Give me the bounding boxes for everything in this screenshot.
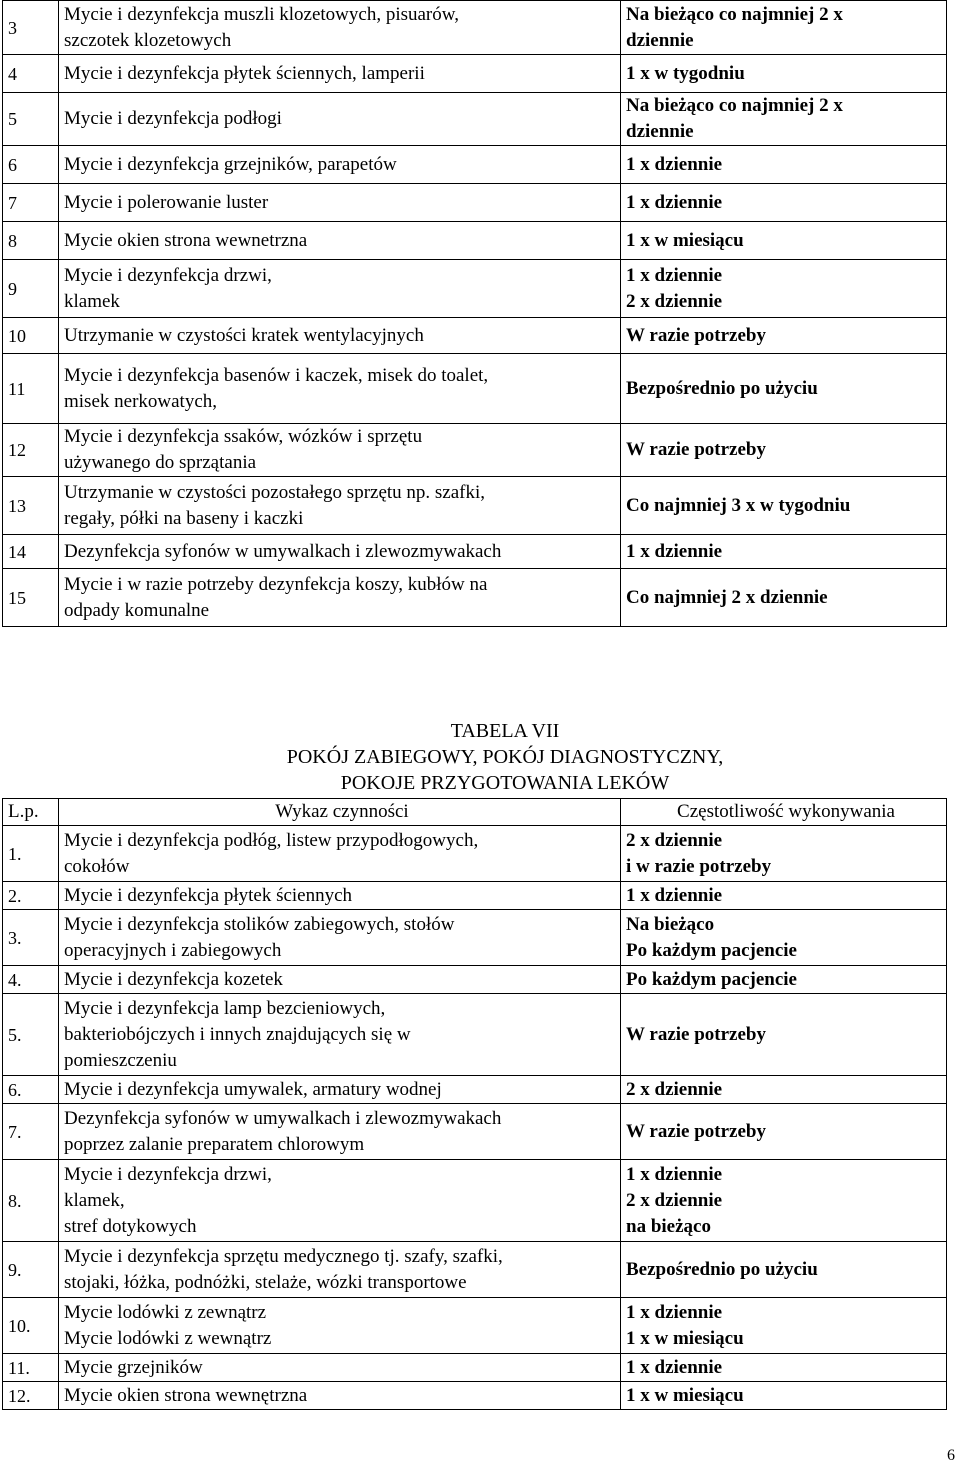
row-number: 5. [3, 994, 59, 1076]
frequency-cell [621, 260, 947, 318]
frequency-text: 1 x w miesiącu [626, 1327, 744, 1349]
task-text: cokołów [64, 855, 130, 877]
table-row [3, 318, 947, 354]
row-number: 4. [3, 966, 59, 994]
task-cell [59, 1076, 621, 1104]
table-row [3, 354, 947, 424]
frequency-cell [621, 1298, 947, 1354]
task-text: poprzez zalanie preparatem chlorowym [64, 1133, 365, 1155]
table-row [3, 1, 947, 55]
table-row [3, 535, 947, 569]
frequency-text: Co najmniej 2 x dziennie [626, 586, 828, 608]
frequency-cell [621, 910, 947, 966]
task-text: Utrzymanie w czystości kratek wentylacyjnych [64, 324, 424, 346]
task-cell [59, 910, 621, 966]
task-text: Mycie i polerowanie luster [64, 191, 269, 213]
frequency-text: W razie potrzeby [626, 324, 766, 346]
task-cell [59, 994, 621, 1076]
frequency-cell [621, 882, 947, 910]
task-cell [59, 535, 621, 569]
table-row [3, 882, 947, 910]
task-cell [59, 1104, 621, 1160]
task-text: pomieszczeniu [64, 1049, 177, 1071]
header-lp: L.p. [3, 799, 59, 826]
task-text: bakteriobójczych i innych znajdujących się w [64, 1023, 411, 1045]
row-number: 8. [3, 1160, 59, 1242]
task-cell [59, 826, 621, 882]
frequency-text: i w razie potrzeby [626, 855, 772, 877]
frequency-text: 1 x dziennie [626, 1163, 723, 1185]
frequency-cell [621, 535, 947, 569]
task-text: Mycie i dezynfekcja umywalek, armatury wodnej [64, 1078, 442, 1100]
table-row [3, 1160, 947, 1242]
table-row [3, 184, 947, 222]
task-text: stojaki, łóżka, podnóżki, stelaże, wózki transportowe [64, 1271, 467, 1293]
table-row [3, 222, 947, 260]
task-text: klamek [64, 290, 120, 312]
row-number: 12. [3, 1382, 59, 1410]
table-row [3, 1354, 947, 1382]
table-title-line: POKOJE PRZYGOTOWANIA LEKÓW [340, 772, 670, 794]
frequency-text: 2 x dziennie [626, 1189, 723, 1211]
frequency-cell [621, 1242, 947, 1298]
cleaning-table-vii [2, 798, 947, 1410]
frequency-text: Co najmniej 3 x w tygodniu [626, 494, 851, 516]
task-text: Utrzymanie w czystości pozostałego sprzętu np. szafki, [64, 481, 486, 503]
table-header-row [3, 799, 947, 826]
table-row [3, 477, 947, 535]
table-row [3, 260, 947, 318]
frequency-text: Na bieżąco co najmniej 2 x [626, 95, 843, 116]
task-text: Mycie grzejników [64, 1356, 203, 1378]
task-text: odpady komunalne [64, 599, 210, 621]
task-text: Dezynfekcja syfonów w umywalkach i zlewozmywakach [64, 1107, 502, 1129]
row-number: 7. [3, 1104, 59, 1160]
row-number: 9 [3, 260, 59, 318]
row-number: 6. [3, 1076, 59, 1104]
task-cell [59, 1298, 621, 1354]
task-text: Mycie i dezynfekcja płytek ściennych [64, 884, 353, 906]
row-number: 6 [3, 146, 59, 184]
task-cell [59, 354, 621, 424]
row-number: 1. [3, 826, 59, 882]
task-text: Mycie i dezynfekcja basenów i kaczek, misek do toalet, [64, 364, 489, 386]
frequency-cell [621, 966, 947, 994]
frequency-text: Po każdym pacjencie [626, 939, 797, 961]
frequency-text: na bieżąco [626, 1215, 711, 1237]
task-text: Mycie i dezynfekcja grzejników, parapetów [64, 153, 397, 175]
frequency-text: 1 x w miesiącu [626, 229, 744, 251]
task-text: Mycie lodówki z zewnątrz [64, 1301, 267, 1323]
task-text: Mycie lodówki z wewnątrz [64, 1327, 272, 1349]
frequency-text: 1 x dziennie [626, 264, 723, 286]
task-text: Mycie i dezynfekcja drzwi, [64, 264, 272, 286]
task-text: Mycie i dezynfekcja muszli klozetowych, pisuarów, [64, 3, 460, 25]
task-cell [59, 1382, 621, 1410]
row-number: 11. [3, 1354, 59, 1382]
table-row [3, 994, 947, 1076]
task-cell [59, 424, 621, 477]
table-row [3, 1104, 947, 1160]
header-frequency: Częstotliwość wykonywania [621, 799, 947, 826]
table-title-line: TABELA VII [450, 720, 560, 742]
task-cell [59, 1, 621, 55]
cleaning-table-continued [2, 0, 947, 627]
task-cell [59, 477, 621, 535]
task-text: Mycie i dezynfekcja podłogi [64, 108, 282, 129]
task-text: Dezynfekcja syfonów w umywalkach i zlewozmywakach [64, 540, 502, 562]
frequency-text: W razie potrzeby [626, 439, 766, 460]
task-text: misek nerkowatych, [64, 390, 218, 412]
task-text: stref dotykowych [64, 1215, 197, 1237]
row-number: 8 [3, 222, 59, 260]
row-number: 3 [3, 1, 59, 55]
row-number: 5 [3, 93, 59, 146]
task-cell [59, 260, 621, 318]
frequency-text: 1 x dziennie [626, 884, 723, 906]
row-number: 10. [3, 1298, 59, 1354]
row-number: 7 [3, 184, 59, 222]
frequency-text: Bezpośrednio po użyciu [626, 377, 818, 399]
frequency-text: W razie potrzeby [626, 1120, 766, 1142]
frequency-cell [621, 1, 947, 55]
task-text: Mycie i dezynfekcja stolików zabiegowych, stołów [64, 913, 455, 935]
frequency-text: W razie potrzeby [626, 1023, 766, 1045]
row-number: 2. [3, 882, 59, 910]
frequency-text: 1 x dziennie [626, 1301, 723, 1323]
frequency-cell [621, 1104, 947, 1160]
frequency-cell [621, 55, 947, 93]
task-text: Mycie i w razie potrzeby dezynfekcja koszy, kubłów na [64, 573, 488, 595]
table-body [3, 1, 947, 627]
row-number: 4 [3, 55, 59, 93]
table-row [3, 55, 947, 93]
table-row [3, 910, 947, 966]
table-row [3, 146, 947, 184]
task-cell [59, 882, 621, 910]
frequency-cell [621, 1160, 947, 1242]
frequency-cell [621, 424, 947, 477]
frequency-text: 2 x dziennie [626, 1078, 723, 1100]
task-cell [59, 146, 621, 184]
frequency-text: Na bieżąco [626, 913, 715, 935]
row-number: 3. [3, 910, 59, 966]
task-text: Mycie i dezynfekcja drzwi, [64, 1163, 272, 1185]
frequency-text: 1 x dziennie [626, 1356, 723, 1378]
frequency-text: 2 x dziennie [626, 290, 723, 312]
task-text: Mycie i dezynfekcja kozetek [64, 968, 283, 990]
frequency-cell [621, 477, 947, 535]
row-number: 14 [3, 535, 59, 569]
table-title [0, 718, 960, 796]
task-cell [59, 1354, 621, 1382]
frequency-text: 2 x dziennie [626, 829, 723, 851]
frequency-cell [621, 1354, 947, 1382]
task-cell [59, 1242, 621, 1298]
task-cell [59, 569, 621, 627]
table-title-line: POKÓJ ZABIEGOWY, POKÓJ DIAGNOSTYCZNY, [286, 746, 724, 768]
frequency-text: dziennie [626, 29, 694, 51]
task-text: używanego do sprzątania [64, 452, 257, 473]
frequency-cell [621, 1076, 947, 1104]
frequency-text: 1 x dziennie [626, 191, 723, 213]
frequency-text: Na bieżąco co najmniej 2 x [626, 3, 843, 25]
table-row [3, 424, 947, 477]
row-number: 15 [3, 569, 59, 627]
table-row [3, 93, 947, 146]
task-text: Mycie okien strona wewnetrzna [64, 229, 308, 251]
frequency-cell [621, 146, 947, 184]
task-text: operacyjnych i zabiegowych [64, 939, 282, 961]
frequency-text: 1 x dziennie [626, 153, 723, 175]
task-cell [59, 184, 621, 222]
frequency-cell [621, 318, 947, 354]
table-row [3, 1242, 947, 1298]
task-cell [59, 966, 621, 994]
frequency-text: 1 x w miesiącu [626, 1384, 744, 1406]
task-text: regały, półki na baseny i kaczki [64, 507, 304, 529]
table-row [3, 826, 947, 882]
table-row [3, 1382, 947, 1410]
row-number: 11 [3, 354, 59, 424]
table-row [3, 966, 947, 994]
header-task: Wykaz czynności [59, 799, 621, 826]
task-text: Mycie okien strona wewnętrzna [64, 1384, 308, 1406]
task-cell [59, 318, 621, 354]
task-cell [59, 55, 621, 93]
frequency-cell [621, 826, 947, 882]
table-row [3, 1076, 947, 1104]
task-text: Mycie i dezynfekcja płytek ściennych, lamperii [64, 62, 425, 84]
row-number: 9. [3, 1242, 59, 1298]
frequency-cell [621, 93, 947, 146]
frequency-cell [621, 184, 947, 222]
task-text: klamek, [64, 1189, 125, 1211]
row-number: 12 [3, 424, 59, 477]
page-number: 6 [947, 1447, 955, 1464]
task-text: Mycie i dezynfekcja ssaków, wózków i sprzętu [64, 426, 423, 447]
frequency-text: Bezpośrednio po użyciu [626, 1258, 818, 1280]
task-cell [59, 1160, 621, 1242]
table-body [3, 826, 947, 1410]
table-row [3, 569, 947, 627]
task-cell [59, 222, 621, 260]
frequency-text: Po każdym pacjencie [626, 968, 797, 990]
frequency-text: 1 x dziennie [626, 540, 723, 562]
frequency-text: dziennie [626, 121, 694, 142]
task-cell [59, 93, 621, 146]
frequency-cell [621, 1382, 947, 1410]
task-text: Mycie i dezynfekcja lamp bezcieniowych, [64, 997, 386, 1019]
row-number: 10 [3, 318, 59, 354]
frequency-cell [621, 354, 947, 424]
frequency-cell [621, 569, 947, 627]
task-text: Mycie i dezynfekcja podłóg, listew przypodłogowych, [64, 829, 479, 851]
row-number: 13 [3, 477, 59, 535]
table-row [3, 1298, 947, 1354]
frequency-cell [621, 222, 947, 260]
frequency-cell [621, 994, 947, 1076]
task-text: szczotek klozetowych [64, 29, 232, 51]
task-text: Mycie i dezynfekcja sprzętu medycznego tj. szafy, szafki, [64, 1245, 503, 1267]
frequency-text: 1 x w tygodniu [626, 62, 745, 84]
